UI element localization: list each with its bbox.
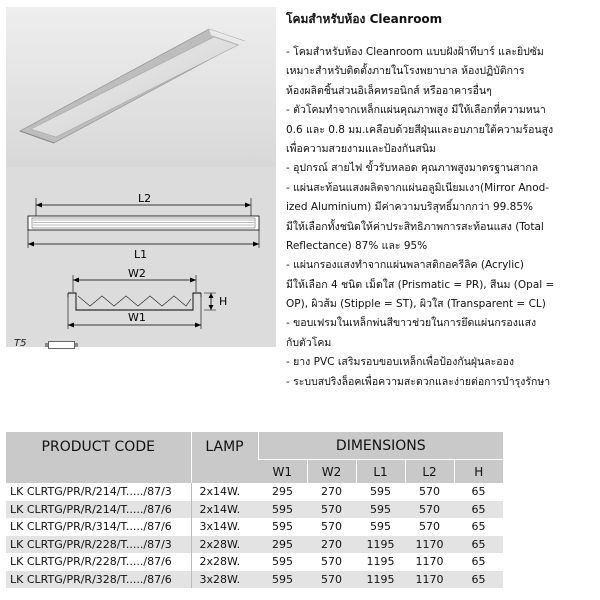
w1-cell: 595 xyxy=(272,520,293,534)
l1-label: L1 xyxy=(134,248,148,261)
product-code-cell: LK CLRTG/PR/R/228/T...../87/6 xyxy=(10,555,172,569)
dim-header-h: H xyxy=(454,460,503,484)
h-label: H xyxy=(219,295,228,308)
l1-cell: 595 xyxy=(370,485,391,499)
table-row xyxy=(6,518,503,536)
feature-line: 0.6 และ 0.8 มม.เคลือบด้วยสีฝุ่นและอบภายใต้ความร้อนสูง xyxy=(286,123,554,136)
feature-line: ized Aluminium) มีค่าความบริสุทธิ์มากกว่า 99.85% xyxy=(286,201,534,214)
feature-line: Reflectance) 87% และ 95% xyxy=(286,239,428,252)
feature-line: - โคมสำหรับห้อง Cleanroom แบบฝังฝ้าทีบาร์ และยิปซัม xyxy=(286,46,544,58)
l2-cell: 570 xyxy=(419,485,440,499)
table-row xyxy=(6,553,503,571)
dimension-drawing xyxy=(6,167,276,347)
w2-cell: 270 xyxy=(321,485,342,499)
feature-line: - แผ่นกรองแสงทำจากแผ่นพลาสติกอครีลิค (Acrylic) xyxy=(286,259,524,272)
dim-header-w2: W2 xyxy=(307,460,356,484)
l2-cell: 570 xyxy=(405,501,454,519)
lamp-cell: 3x28W. xyxy=(191,571,258,589)
feature-list xyxy=(286,43,592,392)
w2-cell: 570 xyxy=(321,520,342,534)
lamp-cell: 2x28W. xyxy=(191,536,258,554)
feature-line: - แผ่นสะท้อนแสงผลิตจากแผ่นอลูมิเนียมเงา(Mirror Anod- xyxy=(286,181,550,194)
w2-cell: 570 xyxy=(321,555,342,569)
l1-cell: 595 xyxy=(356,501,405,519)
feature-line: ห้องผลิตชิ้นส่วนอิเล็คทรอนิกส์ หรืออาคารอื่นๆ xyxy=(286,84,492,97)
l2-cell: 1170 xyxy=(415,555,444,569)
dimensions-header: DIMENSIONS xyxy=(258,432,503,460)
feature-line: เพื่อความสวยงามและป้องกันสนิม xyxy=(286,142,436,155)
dim-header-l2: L2 xyxy=(405,460,454,484)
product-title: โคมสำหรับห้อง Cleanroom xyxy=(286,12,443,26)
l2-cell: 1170 xyxy=(405,571,454,589)
dim-header-w1: W1 xyxy=(258,460,307,484)
w2-cell: 270 xyxy=(307,536,356,554)
lamp-cell: 3x14W. xyxy=(191,518,258,536)
w1-cell: 595 xyxy=(258,571,307,589)
feature-line: กับตัวโคม xyxy=(286,336,332,349)
spec-table xyxy=(6,432,503,588)
product-code-cell: LK CLRTG/PR/R/214/T...../87/6 xyxy=(6,501,191,519)
product-code-cell: LK CLRTG/PR/R/314/T...../87/6 xyxy=(10,520,172,534)
lamp-cell: 2x14W. xyxy=(191,501,258,519)
product-code-cell: LK CLRTG/PR/R/214/T...../87/3 xyxy=(10,485,172,499)
h-cell: 65 xyxy=(471,555,486,569)
feature-line: มีให้เลือกทั้งชนิดให้ค่าประสิทธิภาพการสะท้อนแสง (Total xyxy=(286,220,544,233)
table-row xyxy=(6,483,503,501)
table-row xyxy=(6,536,503,554)
feature-line: มีให้เลือก 4 ชนิด เม็ดใส (Prismatic = PR), สีนม (Opal = xyxy=(286,278,555,291)
feature-line: - ขอบเฟรมในเหล็กพ่นสีขาวช่วยในการยึดแผ่นกรองแสง xyxy=(286,317,537,330)
w1-cell: 295 xyxy=(258,536,307,554)
w2-cell: 570 xyxy=(307,571,356,589)
illustration-panel xyxy=(6,7,276,347)
l2-cell: 570 xyxy=(419,520,440,534)
feature-line: - ระบบสปริงล็อคเพื่อความสะดวกและง่ายต่อการบำรุงรักษา xyxy=(286,375,551,388)
lamp-header: LAMP xyxy=(191,432,258,483)
w2-label: W2 xyxy=(128,267,146,280)
product-code-header: PRODUCT CODE xyxy=(6,432,191,483)
dim-header-l1: L1 xyxy=(356,460,405,484)
feature-line: - ยาง PVC เสริมรอบขอบเหล็กเพื่อป้องกันฝุ่นละออง xyxy=(286,356,515,369)
l2-cell: 1170 xyxy=(405,536,454,554)
fluorescent-tube-icon xyxy=(48,341,75,349)
h-cell: 65 xyxy=(454,571,503,589)
lamp-cell: 2x28W. xyxy=(191,553,258,571)
h-cell: 65 xyxy=(471,520,486,534)
w1-cell: 595 xyxy=(258,501,307,519)
h-cell: 65 xyxy=(471,485,486,499)
l2-label: L2 xyxy=(138,192,152,205)
l1-cell: 1195 xyxy=(356,571,405,589)
table-row xyxy=(6,501,503,519)
product-description xyxy=(286,10,592,392)
product-code-cell: LK CLRTG/PR/R/228/T...../87/3 xyxy=(6,536,191,554)
table-row xyxy=(6,571,503,589)
feature-line: - ตัวโคมทำจากเหล็กแผ่นคุณภาพสูง มีให้เลือกที่ความหนา xyxy=(286,104,546,117)
w1-label: W1 xyxy=(128,311,146,324)
product-code-cell: LK CLRTG/PR/R/328/T...../87/6 xyxy=(6,571,191,589)
lamp-type-label: T5 xyxy=(14,338,27,349)
feature-line: OP), ผิวส้ม (Stipple = ST), ผิวใส (Transparent = CL) xyxy=(286,298,546,311)
w2-cell: 570 xyxy=(307,501,356,519)
l1-cell: 1195 xyxy=(366,555,395,569)
l1-cell: 595 xyxy=(370,520,391,534)
h-cell: 65 xyxy=(454,501,503,519)
feature-line: - อุปกรณ์ สายไฟ ขั้วรับหลอด คุณภาพสูงมาตรฐานสากล xyxy=(286,162,539,175)
luminaire-photo xyxy=(6,7,276,167)
w1-cell: 295 xyxy=(272,485,293,499)
w1-cell: 595 xyxy=(272,555,293,569)
h-cell: 65 xyxy=(454,536,503,554)
feature-line: เหมาะสำหรับติดตั้งภายในโรงพยาบาล ห้องปฏิบัติการ xyxy=(286,65,525,78)
lamp-cell: 2x14W. xyxy=(191,483,258,501)
l1-cell: 1195 xyxy=(356,536,405,554)
